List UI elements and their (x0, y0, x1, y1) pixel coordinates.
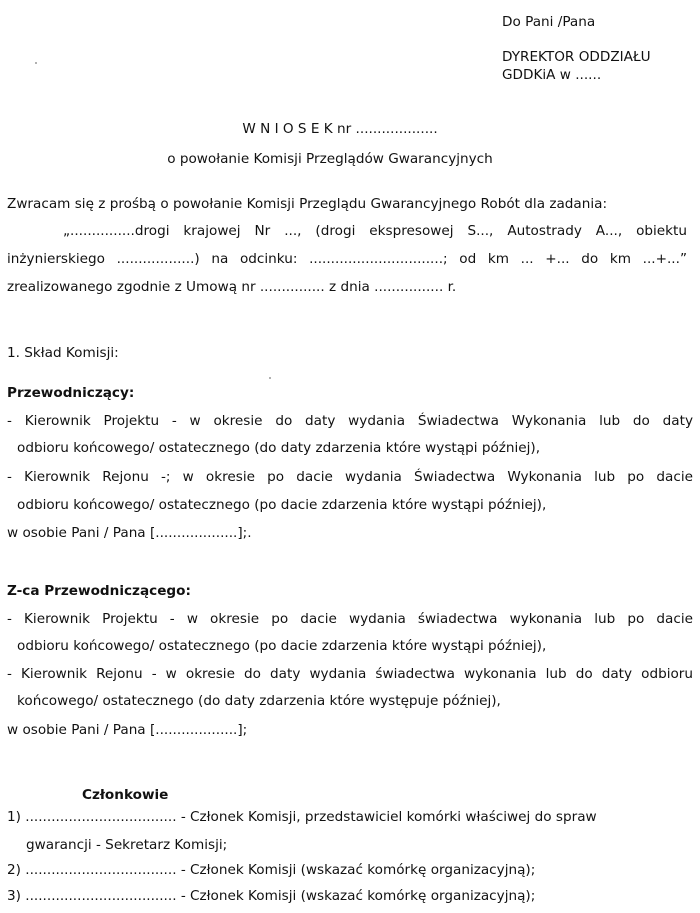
vice-chair-item-1-line-2: odbioru końcowego/ ostatecznego (po dacie zdarzenia które wystąpi później), (17, 638, 547, 654)
addressee-line-3: GDDKiA w ...... (502, 67, 602, 83)
members-label: Członkowie (82, 787, 169, 803)
scan-speck (35, 62, 37, 64)
document-title (0, 121, 700, 137)
chair-person: w osobie Pani / Pana [...................];. (7, 525, 252, 541)
document-subtitle-text: o powołanie Komisji Przeglądów Gwarancyjnych (167, 151, 493, 167)
addressee-line-1: Do Pani /Pana (502, 14, 596, 30)
scan-speck (269, 377, 271, 379)
chair-label: Przewodniczący: (7, 385, 135, 401)
section-composition-heading: 1. Skład Komisji: (7, 345, 119, 361)
vice-chair-item-2-line-1: - Kierownik Rejonu - w okresie do daty wydania świadectwa wykonania lub do daty odbioru (7, 666, 693, 682)
chair-item-1-line-2: odbioru końcowego/ ostatecznego (do daty zdarzenia które wystąpi później), (17, 440, 541, 456)
vice-chair-label: Z-ca Przewodniczącego: (7, 583, 191, 599)
document-subtitle (0, 151, 700, 167)
addressee-line-2: DYREKTOR ODDZIAŁU (502, 49, 651, 65)
chair-item-2-line-1: - Kierownik Rejonu -; w okresie po dacie wydania Świadectwa Wykonania lub po dacie (7, 469, 693, 485)
members-item-2: 2) ................................... - Członek Komisji (wskazać komórkę organizacyjną); (7, 862, 536, 878)
intro-line-4: zrealizowanego zgodnie z Umową nr ............... z dnia ................ r. (7, 279, 457, 295)
vice-chair-person: w osobie Pani / Pana [...................]; (7, 722, 248, 738)
vice-chair-item-2-line-2: końcowego/ ostatecznego (do daty zdarzenia które występuje później), (17, 693, 501, 709)
members-item-1-line-2: gwarancji - Sekretarz Komisji; (26, 837, 228, 853)
document-title-text: W N I O S E K nr ................... (242, 121, 438, 137)
vice-chair-item-1-line-1: - Kierownik Projektu - w okresie po dacie wydania świadectwa wykonania lub po dacie (7, 611, 693, 627)
chair-item-1-line-1: - Kierownik Projektu - w okresie do daty wydania Świadectwa Wykonania lub do daty (7, 413, 693, 429)
intro-line-3: inżynierskiego ..................) na odcinku: ...............................; od km ... +... do km ...+...” (7, 251, 687, 267)
intro-line-1: Zwracam się z prośbą o powołanie Komisji Przeglądu Gwarancyjnego Robót dla zadania: (7, 196, 608, 212)
intro-line-2: „...............drogi krajowej Nr ..., (drogi ekspresowej S..., Autostrady A..., obiektu (63, 223, 687, 239)
members-item-3: 3) ................................... - Członek Komisji (wskazać komórkę organizacyjną); (7, 888, 536, 904)
members-item-1-line-1: 1) ................................... - Członek Komisji, przedstawiciel komórki właściwej do spraw (7, 809, 597, 825)
chair-item-2-line-2: odbioru końcowego/ ostatecznego (po dacie zdarzenia które wystąpi później), (17, 497, 547, 513)
